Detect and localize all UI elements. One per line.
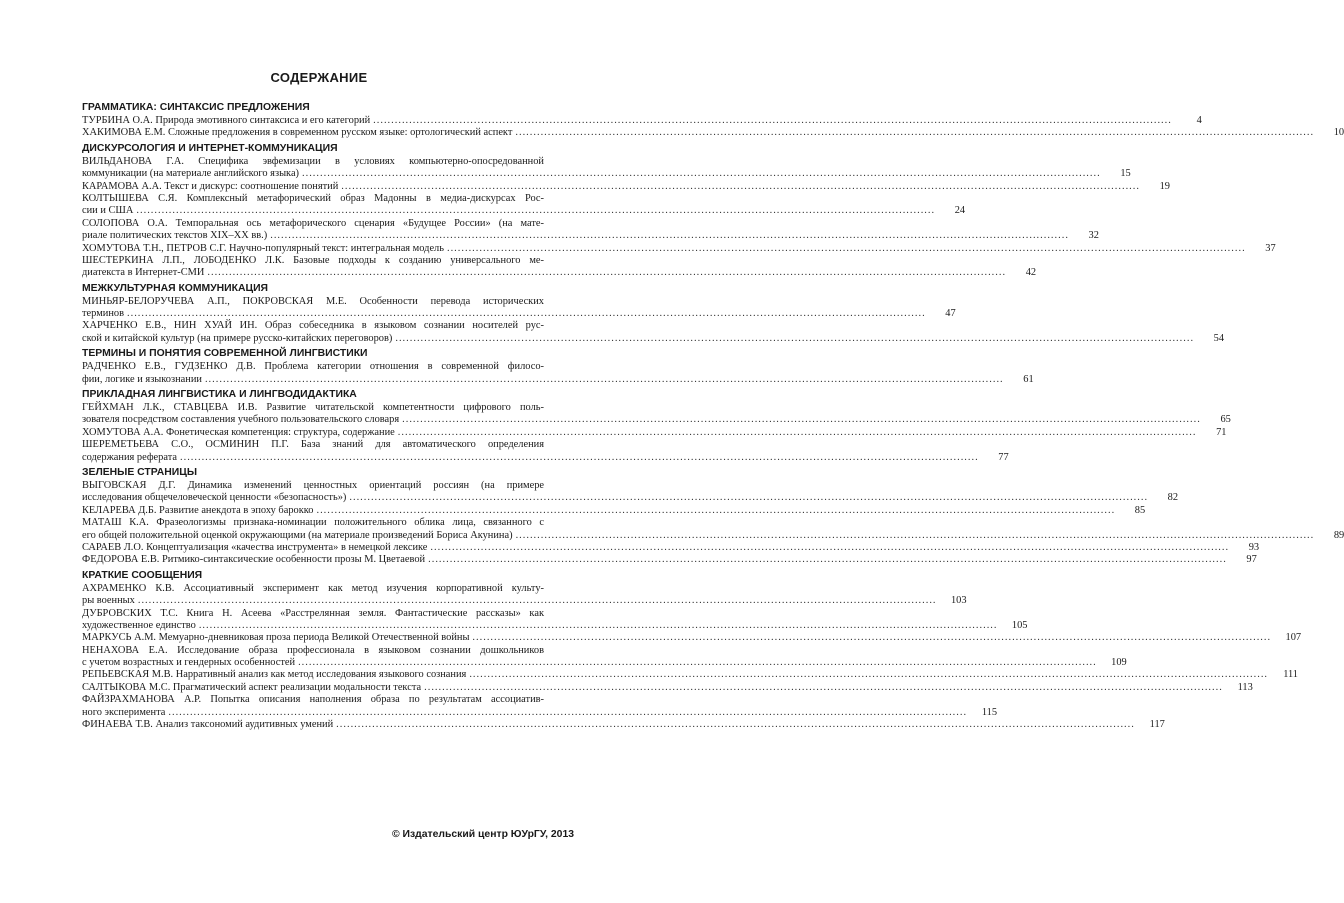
toc-entry-text: ХОМУТОВА А.А. Фонетическая компетенция: структура, содержание — [82, 426, 395, 438]
toc-entry-text: терминов — [82, 308, 124, 320]
section-heading: ГРАММАТИКА: СИНТАКСИС ПРЕДЛОЖЕНИЯ — [82, 102, 310, 113]
toc-entry-line — [82, 361, 570, 373]
page-number: 24 — [954, 205, 966, 217]
toc-entry-text: ВИЛЬДАНОВА Г.А. Специфика эвфемизации в условиях компьютерно-опосредованной — [82, 155, 544, 167]
page-number: 19 — [1159, 180, 1170, 192]
dot-leader — [270, 230, 1069, 242]
page-number: 77 — [998, 451, 1009, 463]
toc-entry-text: ВЫГОВСКАЯ Д.Г. Динамика изменений ценностных ориентаций россиян (на примере — [82, 479, 544, 491]
page-number: 71 — [1216, 426, 1227, 438]
page-number: 117 — [1149, 719, 1165, 731]
toc-entry[interactable] — [82, 426, 1227, 439]
toc-entry-line — [82, 180, 1170, 193]
page-number: 107 — [1285, 632, 1302, 644]
toc-entry-line — [82, 296, 570, 308]
toc-entry-text: РЕПЬЕВСКАЯ М.В. Нарративный анализ как метод исследования языкового сознания — [82, 669, 467, 681]
page-number: 15 — [1120, 168, 1131, 180]
section-heading: ПРИКЛАДНАЯ ЛИНГВИСТИКА И ЛИНГВОДИДАКТИКА — [82, 389, 357, 401]
toc-entry[interactable] — [82, 719, 1165, 731]
page-number: 47 — [945, 308, 956, 320]
page-number: 32 — [1088, 230, 1099, 242]
toc-entry-text: МИНЬЯР-БЕЛОРУЧЕВА А.П., ПОКРОВСКАЯ М.Е. Особенности перевода исторических — [82, 295, 544, 307]
toc-entry[interactable] — [82, 242, 1276, 255]
toc-entry[interactable] — [82, 644, 1127, 670]
toc-entry[interactable] — [82, 554, 1257, 566]
toc-entry-line — [82, 669, 1299, 681]
toc-entry-line — [82, 517, 570, 529]
dot-leader — [515, 127, 1314, 139]
dot-leader — [136, 205, 935, 217]
toc-entry[interactable] — [82, 180, 1170, 193]
dot-leader — [336, 719, 1135, 731]
page-number: 61 — [1023, 373, 1034, 385]
toc-entry-text: КЕЛАРЕВА Д.Б. Развитие анекдота в эпоху барокко — [82, 504, 314, 516]
toc-entry-line — [82, 193, 570, 205]
toc-entry-line — [82, 320, 570, 332]
toc-entry[interactable] — [82, 127, 1344, 139]
page-number: 109 — [1111, 657, 1127, 669]
toc-entry-text: КОЛТЫШЕВА С.Я. Комплексный метафорический образ Мадонны в медиа-дискурсах Рос- — [82, 192, 544, 204]
toc-entry-text: ШЕСТЕРКИНА Л.П., ЛОБОДЕНКО Л.К. Базовые подходы к созданию универсального ме- — [82, 254, 544, 266]
toc-entry-line — [82, 619, 1028, 632]
toc-entry-line — [82, 657, 1127, 669]
toc-entry-line — [82, 595, 967, 607]
toc-entry[interactable] — [82, 192, 966, 218]
page-number: 4 — [1196, 115, 1202, 126]
toc-entry[interactable] — [82, 582, 967, 608]
page-number: 42 — [1025, 267, 1037, 279]
toc-entry[interactable] — [82, 295, 956, 321]
dot-leader — [199, 620, 998, 632]
toc-entry-text: САЛТЫКОВА М.С. Прагматический аспект реализации модальности текста — [82, 681, 422, 693]
page-number: 103 — [950, 595, 967, 607]
toc-entry-line — [82, 373, 1034, 386]
dot-leader — [302, 168, 1101, 180]
toc-entry-line — [82, 645, 570, 657]
toc-entry[interactable] — [82, 155, 1131, 181]
toc-entry-text: ного эксперимента — [82, 706, 166, 718]
copyright-footer: © Издательский центр ЮУрГУ, 2013 — [391, 829, 574, 840]
section-heading: ТЕРМИНЫ И ПОНЯТИЯ СОВРЕМЕННОЙ ЛИНГВИСТИКИ — [82, 348, 368, 360]
page-number: 89 — [1333, 529, 1344, 541]
page-number: 54 — [1213, 332, 1225, 344]
dot-leader — [127, 308, 926, 320]
dot-leader — [516, 530, 1315, 542]
toc-entry-line — [82, 681, 1253, 694]
dot-leader — [424, 682, 1223, 694]
toc-entry-line — [82, 267, 1037, 279]
dot-leader — [430, 542, 1229, 554]
page-number: 65 — [1220, 414, 1231, 426]
toc-entry-text: МАТАШ К.А. Фразеологизмы признака-номинации положительного облика лица, связанного с — [82, 517, 544, 529]
page-number: 97 — [1246, 554, 1257, 566]
toc-entry-line — [82, 492, 1179, 504]
toc-entry[interactable] — [82, 607, 1028, 633]
dot-leader — [298, 657, 1097, 669]
page-number: 105 — [1011, 619, 1028, 631]
toc-entry-text: диатекста в Интернет-СМИ — [82, 267, 205, 279]
toc-entry[interactable] — [82, 115, 1202, 127]
toc-entry-text: художественное единство — [82, 619, 196, 631]
toc-entry-text: АХРАМЕНКО К.В. Ассоциативный эксперимент как метод изучения корпоративной культу- — [82, 582, 544, 594]
toc-entry-text: риале политических текстов XIX–XX вв.) — [82, 230, 268, 242]
toc-entry-text: ФИНАЕВА Т.В. Анализ таксономий аудитивных умений — [82, 719, 334, 731]
toc-entry-line — [82, 168, 1131, 180]
toc-entry-text: ХАКИМОВА Е.М. Сложные предложения в современном русском языке: ортологический аспект — [82, 127, 513, 139]
page-number: 93 — [1248, 541, 1260, 553]
toc-entry-line — [82, 156, 570, 168]
toc-entry-line — [82, 332, 1225, 345]
dot-leader — [138, 595, 937, 607]
toc-entry-line — [82, 205, 966, 217]
toc-entry[interactable] — [82, 402, 1231, 427]
dot-leader — [180, 452, 979, 464]
table-of-contents — [82, 100, 1344, 731]
dot-leader — [349, 492, 1148, 504]
toc-entry-line — [82, 127, 1344, 139]
toc-entry-text: ФАЙЗРАХМАНОВА А.Р. Попытка описания наполнения образа по результатам ассоциатив- — [82, 694, 544, 706]
dot-leader — [207, 267, 1006, 279]
toc-entry-text: содержания реферата — [82, 451, 177, 463]
page-number: 82 — [1167, 492, 1179, 504]
toc-entry-text: коммуникации (на материале английского языка) — [82, 168, 300, 180]
section-heading: КРАТКИЕ СООБЩЕНИЯ — [82, 569, 203, 581]
toc-entry-text: зователя посредством составления учебного пользовательского словаря — [82, 414, 400, 426]
toc-entry[interactable] — [82, 681, 1253, 694]
dot-leader — [469, 669, 1268, 681]
toc-entry-text: ТУРБИНА О.А. Природа эмотивного синтаксиса и его категорий — [82, 115, 371, 126]
toc-entry-line — [82, 719, 1165, 731]
toc-entry-line — [82, 230, 1099, 242]
toc-entry-line — [82, 541, 1260, 554]
toc-entry-line — [82, 504, 1146, 517]
toc-entry[interactable] — [82, 361, 1034, 386]
page-number: 111 — [1283, 669, 1299, 681]
section-heading: МЕЖКУЛЬТУРНАЯ КОММУНИКАЦИЯ — [82, 282, 269, 294]
toc-entry[interactable] — [82, 439, 1009, 464]
toc-entry-line — [82, 255, 570, 267]
toc-entry-line — [82, 402, 570, 414]
dot-leader — [428, 554, 1227, 566]
toc-entry-text: ДУБРОВСКИХ Т.С. Книга Н. Асеева «Расстрелянная земля. Фантастические рассказы» как — [82, 607, 544, 619]
dot-leader — [398, 427, 1197, 439]
toc-entry-line — [82, 451, 1009, 464]
dot-leader — [447, 243, 1246, 255]
toc-entry-text: САРАЕВ Л.О. Концептуализация «качества инструмента» в немецкой лексике — [82, 541, 428, 553]
toc-entry-text: ШЕРЕМЕТЬЕВА С.О., ОСМИНИН П.Г. База знаний для автоматического определения — [82, 439, 544, 451]
dot-leader — [205, 374, 1004, 386]
section-heading: ЗЕЛЕНЫЕ СТРАНИЦЫ — [82, 466, 198, 478]
toc-entry-text: КАРАМОВА А.А. Текст и дискурс: соотношение понятий — [82, 180, 339, 192]
toc-entry-text: исследования общечеловеческой ценности «безопасность») — [82, 492, 347, 504]
dot-leader — [168, 707, 967, 719]
toc-entry-line — [82, 426, 1227, 439]
toc-entry-line — [82, 115, 1202, 127]
toc-entry-text: ГЕЙХМАН Л.К., СТАВЦЕВА И.В. Развитие читательской компетентности цифрового поль- — [82, 402, 544, 414]
toc-entry-line — [82, 414, 1231, 426]
toc-entry[interactable] — [82, 517, 1344, 542]
dot-leader — [395, 333, 1194, 345]
toc-entry-line — [82, 583, 570, 595]
toc-entry-line — [82, 242, 1276, 255]
toc-entry[interactable] — [82, 479, 1179, 505]
toc-entry-line — [82, 608, 570, 620]
dot-leader — [373, 115, 1172, 127]
toc-entry[interactable] — [82, 669, 1299, 681]
toc-entry-text: с учетом возрастных и гендерных особенностей — [82, 657, 296, 669]
toc-entry-text: СОЛОПОВА О.А. Темпоральная ось метафорического сценария «Будущее России» (на мате- — [82, 217, 544, 229]
toc-entry-line — [82, 308, 956, 320]
toc-entry-line — [82, 480, 570, 492]
toc-entry-line — [82, 529, 1344, 542]
toc-entry-line — [82, 439, 570, 451]
page-number: 10 — [1333, 127, 1344, 139]
toc-entry[interactable] — [82, 254, 1037, 280]
toc-entry-text: ХАРЧЕНКО Е.В., НИН ХУАЙ ИН. Образ собеседника в языковом сознании носителей рус- — [82, 320, 544, 332]
toc-entry-text: РАДЧЕНКО Е.В., ГУДЗЕНКО Д.В. Проблема категории отношения в современной филосо- — [82, 361, 544, 373]
dot-leader — [402, 414, 1201, 426]
toc-entry-text: ской и китайской культур (на примере русско-китайских переговоров) — [82, 332, 393, 344]
toc-entry-line — [82, 632, 1302, 644]
toc-entry[interactable] — [82, 541, 1260, 554]
toc-entry-text: НЕНАХОВА Е.А. Исследование образа профессионала в языковом сознании дошкольников — [82, 644, 544, 656]
page-number: 37 — [1265, 242, 1276, 254]
toc-entry-text: ры военных — [82, 595, 135, 607]
toc-entry-text: его общей положительной оценкой окружающими (на материале произведений Бориса Акунина) — [82, 529, 513, 541]
toc-entry-line — [82, 218, 570, 230]
toc-entry-text: сии и США — [82, 205, 134, 217]
page-number: 85 — [1134, 504, 1146, 516]
page-number: 113 — [1237, 681, 1253, 693]
toc-entry[interactable] — [82, 320, 1225, 345]
page-title: СОДЕРЖАНИЕ — [270, 70, 368, 85]
dot-leader — [316, 505, 1115, 517]
toc-entry-line — [82, 706, 998, 719]
toc-entry[interactable] — [82, 217, 1099, 243]
page-number: 115 — [981, 706, 998, 718]
toc-entry[interactable] — [82, 632, 1302, 644]
toc-entry-text: МАРКУСЬ А.М. Мемуарно-дневниковая проза периода Великой Отечественной войны — [82, 632, 470, 644]
toc-entry[interactable] — [82, 694, 998, 719]
toc-entry-text: фии, логике и языкознании — [82, 373, 202, 385]
toc-entry-line — [82, 694, 570, 706]
toc-entry-text: ХОМУТОВА Т.Н., ПЕТРОВ С.Г. Научно-популярный текст: интегральная модель — [82, 242, 444, 254]
dot-leader — [472, 632, 1271, 644]
toc-entry[interactable] — [82, 504, 1146, 517]
dot-leader — [341, 181, 1140, 193]
toc-entry-line — [82, 554, 1257, 566]
toc-entry-text: ФЕДОРОВА Е.В. Ритмико-синтаксические особенности прозы М. Цветаевой — [82, 554, 426, 566]
section-heading: ДИСКУРСОЛОГИЯ И ИНТЕРНЕТ-КОММУНИКАЦИЯ — [82, 142, 338, 154]
